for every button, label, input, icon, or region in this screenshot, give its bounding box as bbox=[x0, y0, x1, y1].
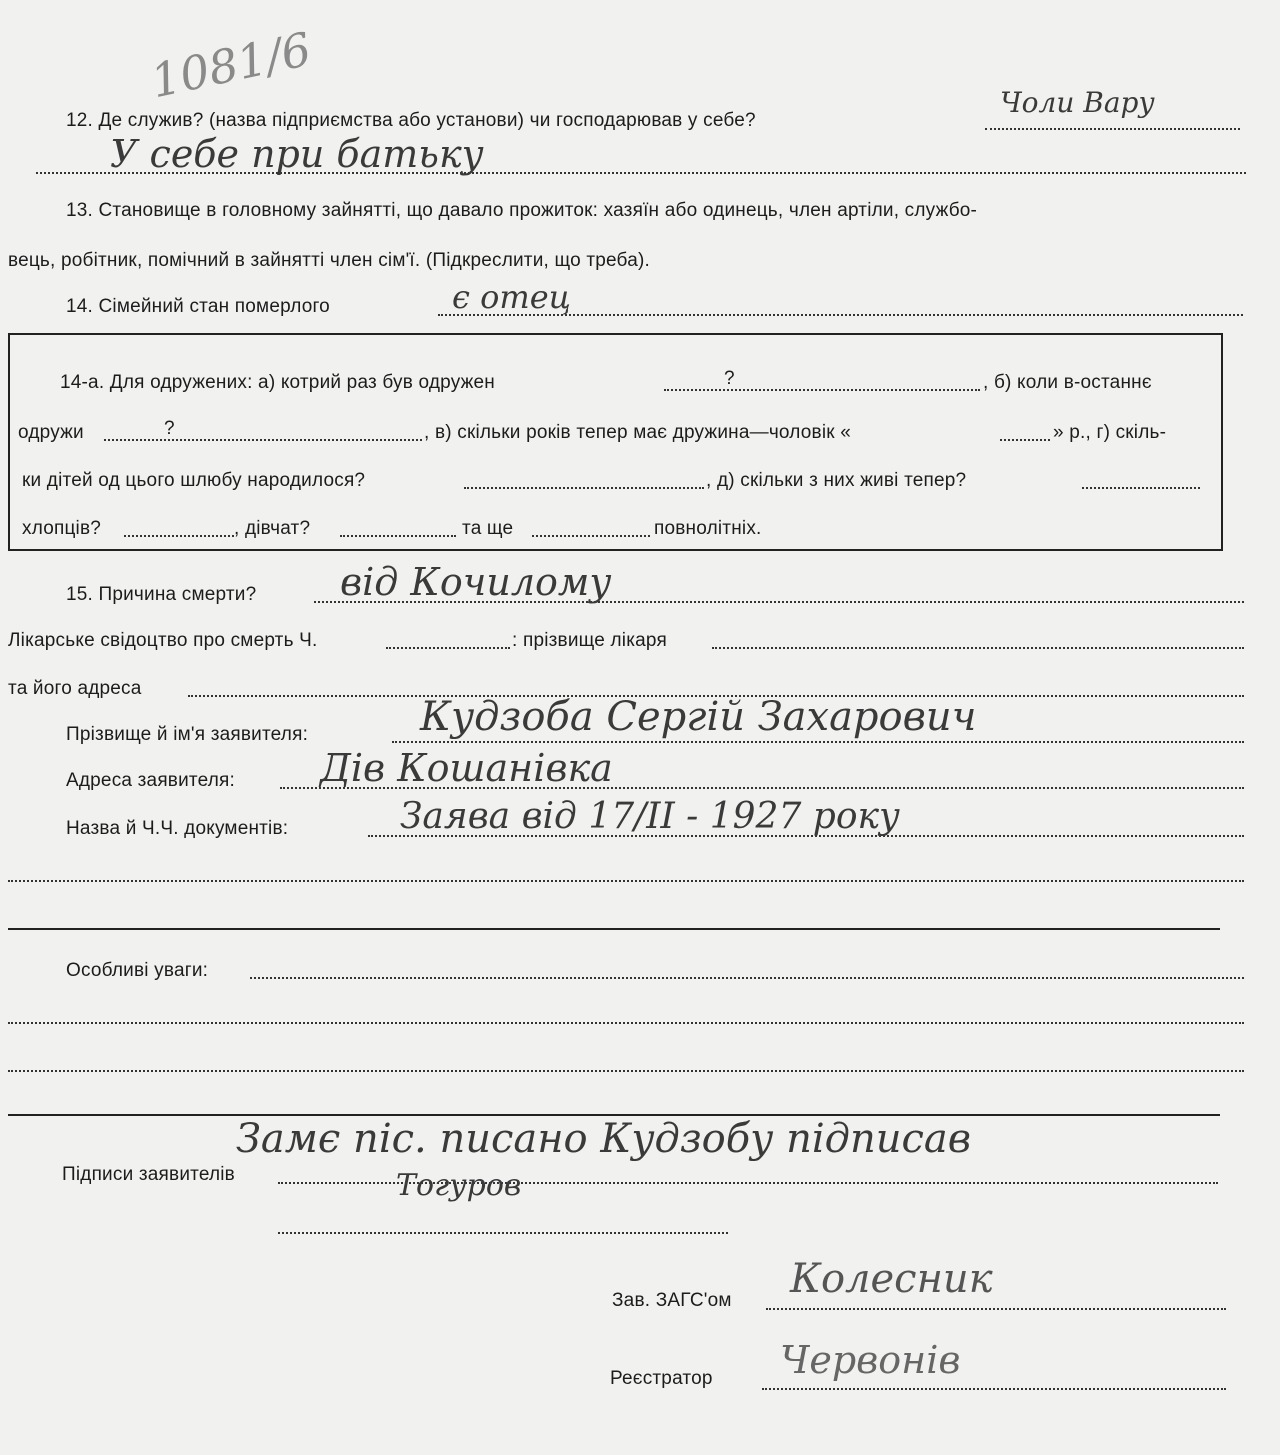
applicant-name-value: Кудзоба Сергій Захарович bbox=[420, 694, 977, 740]
q13-line-2: вець, робітник, помічний в зайнятті член сім'ї. (Підкреслити, що треба). bbox=[8, 250, 650, 271]
q14a-line2-age-dots bbox=[1000, 439, 1050, 441]
q14a-line4-dots-1 bbox=[124, 535, 234, 537]
registrar-label: Реєстратор bbox=[610, 1368, 713, 1389]
registrar-line bbox=[762, 1388, 1226, 1390]
applicant-signature: Тогуров bbox=[396, 1168, 522, 1203]
q14a-line2-a: одружи bbox=[18, 422, 84, 443]
q14a-line2-dots bbox=[104, 439, 422, 441]
q14a-line1-a: 14-а. Для одружених: а) котрий раз був одружен bbox=[60, 372, 495, 393]
q14a-line4-a: хлопців? bbox=[22, 518, 102, 539]
notes-label: Особливі уваги: bbox=[66, 960, 209, 981]
certificate-number-line bbox=[386, 647, 510, 649]
q14a-line1-q: ? bbox=[724, 368, 735, 389]
q12-line-1 bbox=[985, 128, 1240, 130]
doctor-line bbox=[712, 647, 1244, 649]
q14a-line1-b: , б) коли в-останнє bbox=[983, 372, 1152, 393]
doctor-address-label: та його адреса bbox=[8, 678, 142, 699]
applicant-signatures-label: Підписи заявителів bbox=[62, 1164, 235, 1185]
q14a-line2-q: ? bbox=[164, 418, 175, 439]
zags-head-line bbox=[766, 1308, 1226, 1310]
q12-answer-tail: Чоли Вару bbox=[1000, 86, 1155, 119]
q14a-line1-dots bbox=[664, 389, 980, 391]
q14a-line4-dots-3 bbox=[532, 535, 650, 537]
applicant-name-label: Прізвище й ім'я заявителя: bbox=[66, 724, 309, 745]
archive-number: 1081/6 bbox=[146, 21, 316, 109]
notes-line-3 bbox=[8, 1070, 1244, 1072]
documents-label: Назва й Ч.Ч. документів: bbox=[66, 818, 289, 839]
doctor-label: : прізвище лікаря bbox=[512, 630, 667, 651]
q14a-line4-c: та ще bbox=[462, 518, 514, 539]
q15-answer: від Кочилому bbox=[340, 560, 612, 604]
q14a-line4-d: повнолітніх. bbox=[654, 518, 762, 539]
blank-line-1 bbox=[8, 880, 1244, 882]
q14-answer: є отец bbox=[452, 278, 571, 316]
q14a-line3-dots-2 bbox=[1082, 487, 1200, 489]
zags-head-signature: Колесник bbox=[790, 1256, 993, 1302]
applicant-signature-note: Замє піс. писано Кудзобу підписав bbox=[236, 1116, 972, 1162]
q14a-line2-b: , в) скільки років тепер має дружина—чоловік « bbox=[424, 422, 852, 443]
q15-label: 15. Причина смерти? bbox=[66, 584, 257, 605]
q14a-line2-c: » р., г) скіль- bbox=[1053, 422, 1167, 443]
q13-line-1: 13. Становище в головному зайнятті, що давало прожиток: хазяїн або одинець, член артіли, службо- bbox=[66, 200, 978, 221]
q14a-line4-dots-2 bbox=[340, 535, 456, 537]
applicant-signatures-line-2 bbox=[278, 1232, 728, 1234]
q14a-line4-b: , дівчат? bbox=[234, 518, 311, 539]
zags-head-label: Зав. ЗАГС'ом bbox=[612, 1290, 732, 1311]
section-divider-1 bbox=[8, 928, 1220, 930]
q14a-line3-b: , д) скільки з них живі тепер? bbox=[706, 470, 967, 491]
q14-label: 14. Сімейний стан померлого bbox=[66, 296, 330, 317]
notes-line-1 bbox=[250, 977, 1244, 979]
applicant-name-line bbox=[392, 741, 1244, 743]
q14a-line3-dots-1 bbox=[464, 487, 704, 489]
q12-answer: У себе при батьку bbox=[110, 132, 484, 176]
notes-line-2 bbox=[8, 1022, 1244, 1024]
certificate-label: Лікарське свідоцтво про смерть Ч. bbox=[8, 630, 318, 651]
applicant-address-value: Дів Кошанівка bbox=[320, 746, 613, 790]
documents-value: Заява від 17/II - 1927 року bbox=[400, 796, 900, 837]
registrar-signature: Червонів bbox=[780, 1338, 961, 1382]
q12-label: 12. Де служив? (назва підприємства або установи) чи господарював у себе? bbox=[66, 110, 756, 131]
applicant-address-label: Адреса заявителя: bbox=[66, 770, 235, 791]
q14a-line3-a: ки дітей од цього шлюбу народилося? bbox=[22, 470, 366, 491]
